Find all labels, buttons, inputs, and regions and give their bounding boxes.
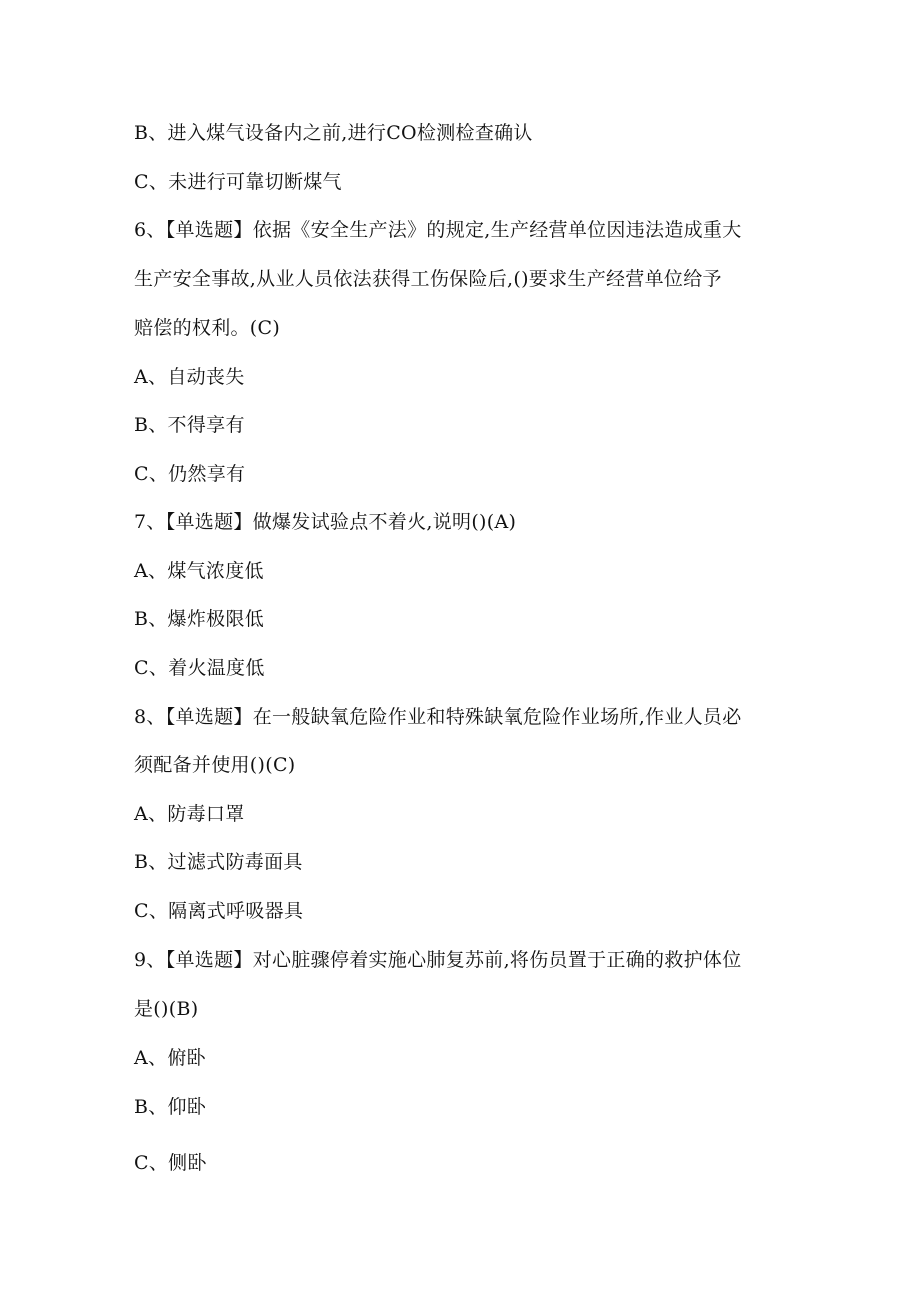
option-c-q6: C、仍然享有 (134, 463, 246, 485)
question-6-line-1: 6、【单选题】依据《安全生产法》的规定,生产经营单位因违法造成重大 (134, 219, 742, 241)
question-8-line-2: 须配备并使用()(C) (134, 754, 296, 776)
option-c-q7: C、着火温度低 (134, 657, 265, 679)
question-8-line-1: 8、【单选题】在一般缺氧危险作业和特殊缺氧危险作业场所,作业人员必 (134, 706, 742, 728)
question-6-line-2: 生产安全事故,从业人员依法获得工伤保险后,()要求生产经营单位给予 (134, 268, 722, 290)
question-6-line-3: 赔偿的权利。(C) (134, 317, 281, 339)
option-b-q6: B、不得享有 (134, 414, 245, 436)
question-7: 7、【单选题】做爆发试验点不着火,说明()(A) (134, 511, 517, 533)
option-a-q8: A、防毒口罩 (134, 803, 245, 825)
option-b-q7: B、爆炸极限低 (134, 608, 265, 630)
option-b-q8: B、过滤式防毒面具 (134, 851, 303, 873)
option-a-q6: A、自动丧失 (134, 366, 245, 388)
option-c-q8: C、隔离式呼吸器具 (134, 900, 304, 922)
option-c-q5: C、未进行可靠切断煤气 (134, 171, 342, 193)
option-c-q9: C、侧卧 (134, 1152, 207, 1174)
question-9-line-2: 是()(B) (134, 998, 199, 1020)
option-b-q9: B、仰卧 (134, 1096, 207, 1118)
option-a-q7: A、煤气浓度低 (134, 560, 264, 582)
question-9-line-1: 9、【单选题】对心脏骤停着实施心肺复苏前,将伤员置于正确的救护体位 (134, 949, 742, 971)
option-b-q5: B、进入煤气设备内之前,进行CO检测检查确认 (134, 122, 533, 144)
option-a-q9: A、俯卧 (134, 1047, 206, 1069)
